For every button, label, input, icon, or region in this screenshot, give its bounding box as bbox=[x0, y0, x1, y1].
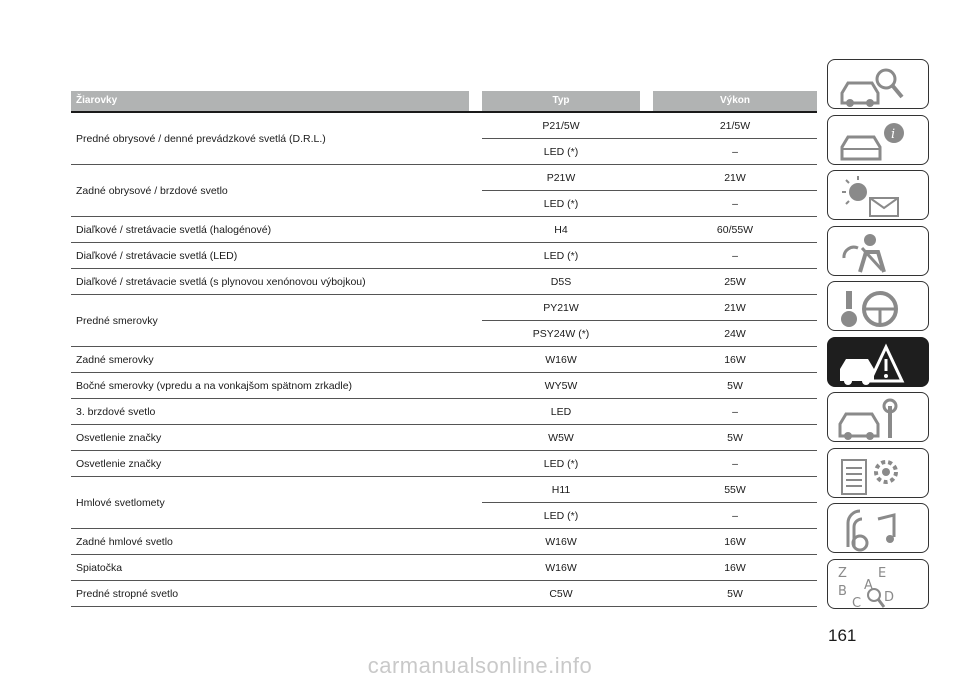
svg-text:Z: Z bbox=[838, 565, 847, 581]
bulb-name: Zadné hmlové svetlo bbox=[76, 535, 173, 548]
bulb-type: LED bbox=[550, 405, 572, 418]
multimedia-icon bbox=[834, 507, 906, 553]
bulb-name: Predné stropné svetlo bbox=[76, 587, 179, 600]
chapter-tab-10[interactable] bbox=[827, 559, 929, 609]
bulb-power: 55W bbox=[724, 483, 746, 496]
table-row bbox=[71, 399, 817, 425]
bulb-type: H11 bbox=[551, 483, 571, 496]
bulb-variant bbox=[482, 217, 817, 242]
bulb-variant bbox=[482, 165, 817, 191]
bulb-name: Diaľkové / stretávacie svetlá (LED) bbox=[76, 249, 238, 262]
table-row bbox=[71, 269, 817, 295]
svg-text:B: B bbox=[838, 583, 847, 599]
car-info-icon bbox=[834, 119, 906, 165]
chapter-tab-8[interactable] bbox=[827, 448, 929, 498]
table-row bbox=[71, 581, 817, 607]
bulb-power: 5W bbox=[727, 587, 743, 600]
watermark: carmanualsonline.info bbox=[367, 653, 593, 678]
bulb-variant bbox=[482, 243, 817, 268]
table-row bbox=[71, 529, 817, 555]
bulb-type: W16W bbox=[545, 561, 577, 574]
table-row bbox=[71, 165, 817, 217]
bulb-power: – bbox=[732, 197, 738, 210]
bulb-power: 5W bbox=[727, 431, 743, 444]
bulb-power: – bbox=[732, 457, 738, 470]
chapter-tab-6[interactable] bbox=[827, 337, 929, 387]
table-header bbox=[71, 91, 817, 111]
table-row bbox=[71, 425, 817, 451]
bulb-variant bbox=[482, 399, 817, 424]
car-wrench-icon bbox=[834, 396, 906, 442]
header-type: Typ bbox=[482, 91, 640, 111]
car-search-icon bbox=[834, 63, 906, 109]
specs-gear-icon bbox=[834, 452, 906, 498]
header-power: Výkon bbox=[653, 91, 817, 111]
page-number: 161 bbox=[828, 626, 857, 645]
bulb-type: PSY24W (*) bbox=[532, 327, 590, 340]
table-row bbox=[71, 451, 817, 477]
table-row bbox=[71, 113, 817, 165]
bulb-variant bbox=[482, 139, 817, 164]
bulb-power: 21W bbox=[724, 301, 746, 314]
bulb-name: Predné obrysové / denné prevádzkové svetlá (D.R.L.) bbox=[76, 132, 326, 145]
bulb-power: 16W bbox=[724, 353, 746, 366]
bulb-type: W5W bbox=[548, 431, 574, 444]
bulb-power: 16W bbox=[724, 535, 746, 548]
bulb-type: LED (*) bbox=[543, 197, 579, 210]
bulb-name: 3. brzdové svetlo bbox=[76, 405, 156, 418]
table-row bbox=[71, 295, 817, 347]
bulb-variant bbox=[482, 477, 817, 503]
bulb-variant bbox=[482, 295, 817, 321]
bulb-variant bbox=[482, 373, 817, 398]
svg-text:C: C bbox=[852, 595, 862, 609]
alphabetical-index-icon bbox=[834, 563, 906, 609]
svg-text:A: A bbox=[864, 577, 873, 593]
bulb-type: LED (*) bbox=[543, 509, 579, 522]
bulb-type: P21/5W bbox=[542, 119, 580, 132]
bulb-name: Spiatočka bbox=[76, 561, 123, 574]
bulb-name: Bočné smerovky (vpredu a na vonkajšom spätnom zrkadle) bbox=[76, 379, 353, 392]
bulb-variant bbox=[482, 451, 817, 476]
bulb-power: 25W bbox=[724, 275, 746, 288]
chapter-tab-4[interactable] bbox=[827, 226, 929, 276]
bulb-variant bbox=[482, 581, 817, 606]
bulb-variant bbox=[482, 555, 817, 580]
bulb-variant bbox=[482, 503, 817, 528]
table-row bbox=[71, 373, 817, 399]
table-row bbox=[71, 347, 817, 373]
chapter-tab-5[interactable] bbox=[827, 281, 929, 331]
bulb-type: P21W bbox=[546, 171, 576, 184]
chapter-tab-3[interactable] bbox=[827, 170, 929, 220]
bulb-name: Diaľkové / stretávacie svetlá (halogénové) bbox=[76, 223, 272, 236]
bulb-power: 21/5W bbox=[719, 119, 751, 132]
bulb-name: Zadné obrysové / brzdové svetlo bbox=[76, 184, 228, 197]
car-emergency-icon bbox=[834, 341, 906, 387]
chapter-tab-1[interactable] bbox=[827, 59, 929, 109]
bulb-type: C5W bbox=[549, 587, 573, 600]
svg-text:i: i bbox=[891, 126, 896, 142]
chapter-tab-7[interactable] bbox=[827, 392, 929, 442]
bulb-name: Hmlové svetlomety bbox=[76, 496, 165, 509]
bulb-name: Osvetlenie značky bbox=[76, 431, 162, 444]
bulb-name: Predné smerovky bbox=[76, 314, 158, 327]
bulb-type: W16W bbox=[545, 535, 577, 548]
bulb-type: PY21W bbox=[543, 301, 579, 314]
bulb-name: Zadné smerovky bbox=[76, 353, 154, 366]
bulb-power: 5W bbox=[727, 379, 743, 392]
warning-light-mail-icon bbox=[834, 174, 906, 220]
table-body bbox=[71, 113, 817, 607]
bulb-variant bbox=[482, 347, 817, 372]
bulb-variant bbox=[482, 425, 817, 450]
chapter-tab-9[interactable] bbox=[827, 503, 929, 553]
table-row bbox=[71, 555, 817, 581]
bulb-type: LED (*) bbox=[543, 457, 579, 470]
chapter-tab-2[interactable] bbox=[827, 115, 929, 165]
bulb-table bbox=[71, 91, 817, 607]
bulb-type: LED (*) bbox=[543, 145, 579, 158]
bulb-type: D5S bbox=[550, 275, 572, 288]
bulb-variant bbox=[482, 113, 817, 139]
bulb-name: Osvetlenie značky bbox=[76, 457, 162, 470]
bulb-variant bbox=[482, 191, 817, 216]
bulb-power: 21W bbox=[724, 171, 746, 184]
bulb-type: WY5W bbox=[544, 379, 578, 392]
bulb-name: Diaľkové / stretávacie svetlá (s plynovou xenónovou výbojkou) bbox=[76, 275, 366, 288]
bulb-type: W16W bbox=[545, 353, 577, 366]
airbag-seatbelt-icon bbox=[834, 230, 906, 276]
table-row bbox=[71, 477, 817, 529]
steering-key-icon bbox=[834, 285, 906, 331]
bulb-power: – bbox=[732, 249, 738, 262]
table-row bbox=[71, 217, 817, 243]
bulb-power: 24W bbox=[724, 327, 746, 340]
bulb-power: – bbox=[732, 405, 738, 418]
table-row bbox=[71, 243, 817, 269]
bulb-variant bbox=[482, 321, 817, 346]
bulb-type: H4 bbox=[554, 223, 568, 236]
bulb-variant bbox=[482, 269, 817, 294]
bulb-power: 60/55W bbox=[716, 223, 754, 236]
bulb-power: – bbox=[732, 145, 738, 158]
bulb-power: – bbox=[732, 509, 738, 522]
svg-text:D: D bbox=[884, 589, 895, 605]
svg-text:E: E bbox=[878, 565, 887, 581]
bulb-power: 16W bbox=[724, 561, 746, 574]
header-bulb: Žiarovky bbox=[71, 91, 469, 111]
bulb-type: LED (*) bbox=[543, 249, 579, 262]
bulb-variant bbox=[482, 529, 817, 554]
